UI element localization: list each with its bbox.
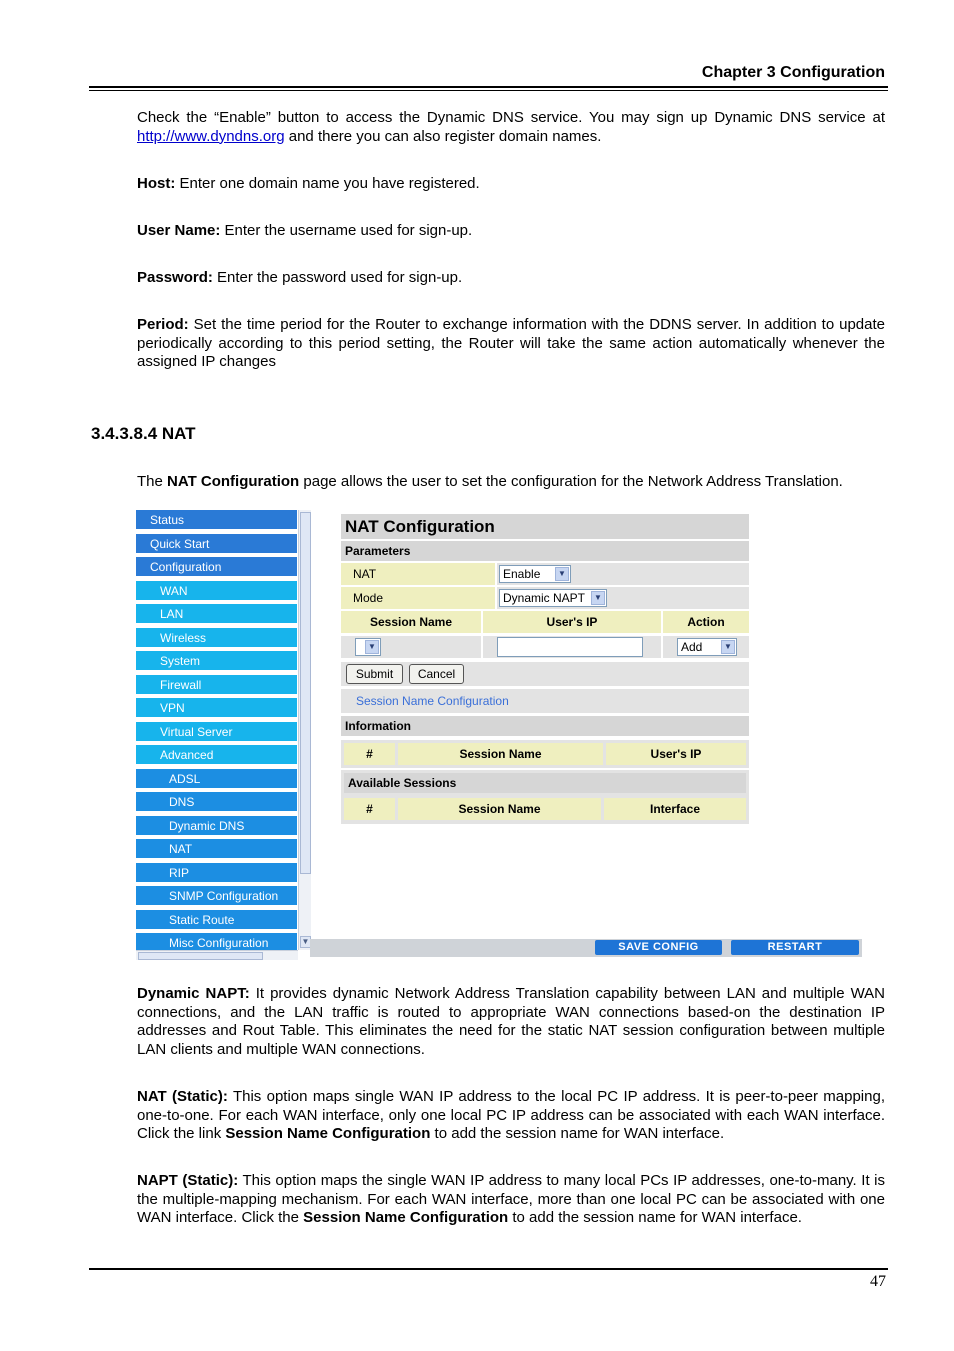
footer-rule bbox=[89, 1268, 888, 1270]
action-select[interactable] bbox=[677, 638, 737, 656]
information-header: Information bbox=[341, 716, 749, 736]
mode-term: NAT (Static): bbox=[137, 1088, 228, 1105]
mode-text: It provides dynamic Network Address Translation capability between LAN and multiple WAN connections, and the LAN traffic is routed to appropriate WAN connections based-on the destination IP addresses and Rout Table. This eliminates the need for the static NAT session configuration between multiple LAN clients and multiple WAN connections. bbox=[137, 985, 886, 1058]
button-row bbox=[341, 662, 749, 686]
mode-term: NAPT (Static): bbox=[137, 1172, 239, 1189]
nat-intro-post: page allows the user to set the configuration for the Network Address Translation. bbox=[299, 473, 843, 490]
mode-select[interactable] bbox=[499, 589, 607, 607]
sidebar-item-misc-configuration[interactable]: Misc Configuration bbox=[136, 933, 297, 950]
mode-text-end: to add the session name for WAN interface. bbox=[508, 1209, 802, 1226]
chevron-down-icon: ▼ bbox=[365, 640, 379, 654]
col-session-name: Session Name bbox=[341, 611, 481, 633]
chevron-down-icon: ▼ bbox=[721, 640, 735, 654]
panel-title: NAT Configuration bbox=[341, 514, 749, 539]
users-ip-input[interactable] bbox=[497, 637, 643, 657]
info-col-num: # bbox=[344, 743, 395, 765]
action-select-value: Add bbox=[681, 640, 703, 654]
def-host bbox=[137, 175, 885, 194]
sidebar-item-snmp-configuration[interactable]: SNMP Configuration bbox=[136, 886, 297, 907]
info-col-session: Session Name bbox=[398, 743, 603, 765]
avail-col-num: # bbox=[344, 798, 395, 820]
mode-value-cell bbox=[497, 587, 749, 609]
sidebar-vertical-scrollbar[interactable] bbox=[298, 510, 311, 950]
sidebar-item-status[interactable]: Status bbox=[136, 510, 297, 531]
info-col-ip: User's IP bbox=[606, 743, 746, 765]
def-password bbox=[137, 269, 885, 288]
sidebar-item-nat[interactable]: NAT bbox=[136, 839, 297, 860]
nat-intro-bold: NAT Configuration bbox=[167, 473, 300, 490]
mode-bold: Session Name Configuration bbox=[303, 1209, 509, 1226]
nat-screenshot bbox=[136, 510, 862, 960]
avail-col-interface: Interface bbox=[604, 798, 746, 820]
nat-select-value: Enable bbox=[503, 567, 541, 581]
sidebar-item-static-route[interactable]: Static Route bbox=[136, 910, 297, 931]
sidebar-item-vpn[interactable]: VPN bbox=[136, 698, 297, 719]
chevron-down-icon: ▼ bbox=[591, 591, 605, 605]
sidebar-item-adsl[interactable]: ADSL bbox=[136, 769, 297, 790]
intro-text: Check the “Enable” button to access the Dynamic DNS service. You may sign up Dynamic DNS service at bbox=[137, 109, 885, 126]
col-action: Action bbox=[663, 611, 749, 633]
sidebar-horizontal-scrollbar[interactable] bbox=[136, 950, 298, 960]
mode-text: This option maps single WAN IP address to the local PC IP address. It is peer-to-peer mapping, one-to-one. For each WAN interface, only one local PC IP address can be associated with each WAN interface. Click the link bbox=[137, 1088, 885, 1142]
scroll-thumb[interactable] bbox=[300, 512, 311, 874]
header-rule bbox=[89, 86, 888, 88]
information-table bbox=[341, 740, 749, 768]
def-text: Enter the password used for sign-up. bbox=[212, 269, 463, 286]
def-username bbox=[137, 222, 885, 241]
nat-intro-pre: The bbox=[137, 473, 168, 490]
def-period bbox=[137, 316, 885, 372]
header-rule-thin bbox=[89, 90, 888, 91]
mode-term: Dynamic NAPT: bbox=[137, 985, 250, 1002]
def-term: Host: bbox=[137, 175, 176, 192]
def-term: Period: bbox=[137, 316, 189, 333]
nat-label: NAT bbox=[341, 563, 495, 585]
restart-button[interactable]: RESTART bbox=[731, 940, 859, 955]
session-name-cell bbox=[341, 636, 481, 658]
mode-label: Mode bbox=[341, 587, 495, 609]
ddns-intro-paragraph bbox=[137, 109, 885, 146]
dyndns-link[interactable]: http://www.dyndns.org bbox=[137, 127, 285, 145]
bottom-toolbar bbox=[310, 939, 862, 957]
action-cell bbox=[663, 636, 749, 658]
sidebar-item-quick-start[interactable]: Quick Start bbox=[136, 534, 297, 555]
mode-dynamic-napt bbox=[137, 985, 885, 1059]
nat-intro-paragraph bbox=[137, 473, 885, 492]
chapter-header: Chapter 3 Configuration bbox=[701, 64, 885, 81]
intro-text-end: and there you can also register domain names. bbox=[284, 127, 602, 145]
scroll-down-icon[interactable]: ▼ bbox=[301, 937, 310, 946]
sidebar-item-rip[interactable]: RIP bbox=[136, 863, 297, 884]
sidebar-item-system[interactable]: System bbox=[136, 651, 297, 672]
submit-button[interactable]: Submit bbox=[346, 664, 403, 684]
def-term: Password: bbox=[137, 269, 213, 286]
def-text: Enter the username used for sign-up. bbox=[220, 222, 473, 239]
available-sessions-header: Available Sessions bbox=[344, 773, 746, 793]
nat-config-panel bbox=[341, 514, 749, 824]
hscroll-thumb[interactable] bbox=[138, 952, 263, 960]
sidebar-item-dynamic-dns[interactable]: Dynamic DNS bbox=[136, 816, 297, 837]
cancel-button[interactable]: Cancel bbox=[409, 664, 464, 684]
nat-select[interactable] bbox=[499, 565, 571, 583]
def-term: User Name: bbox=[137, 222, 221, 239]
session-name-select[interactable] bbox=[355, 638, 381, 656]
sidebar-item-wireless[interactable]: Wireless bbox=[136, 628, 297, 649]
available-sessions-table bbox=[341, 770, 749, 824]
avail-col-session: Session Name bbox=[398, 798, 601, 820]
sidebar-item-dns[interactable]: DNS bbox=[136, 792, 297, 813]
col-users-ip: User's IP bbox=[483, 611, 661, 633]
sidebar-item-configuration[interactable]: Configuration bbox=[136, 557, 297, 578]
mode-text: This option maps the single WAN IP address to many local PCs IP addresses, one-to-many. It is the multiple-mapping mechanism. For each WAN interface, more than one local PC can be associated with one WAN interface. Click the bbox=[137, 1172, 885, 1226]
sidebar-item-virtual-server[interactable]: Virtual Server bbox=[136, 722, 297, 743]
sidebar-item-advanced[interactable]: Advanced bbox=[136, 745, 297, 766]
mode-nat-static bbox=[137, 1088, 885, 1144]
mode-napt-static bbox=[137, 1172, 885, 1228]
sidebar-nav bbox=[136, 510, 298, 950]
sidebar-item-firewall[interactable]: Firewall bbox=[136, 675, 297, 696]
parameters-header: Parameters bbox=[341, 541, 749, 561]
sidebar-item-lan[interactable]: LAN bbox=[136, 604, 297, 625]
section-heading: 3.4.3.8.4 NAT bbox=[91, 424, 196, 443]
mode-text-end: to add the session name for WAN interface. bbox=[430, 1125, 725, 1142]
sidebar-item-wan[interactable]: WAN bbox=[136, 581, 297, 602]
def-text: Set the time period for the Router to exchange information with the DDNS server. In addition to update periodically according to this period setting, the Router will take the same action automatically whenever the assigned IP changes bbox=[137, 316, 885, 370]
mode-select-value: Dynamic NAPT bbox=[503, 591, 586, 605]
save-config-button[interactable]: SAVE CONFIG bbox=[595, 940, 722, 955]
session-name-config-link[interactable]: Session Name Configuration bbox=[341, 689, 749, 713]
def-text: Enter one domain name you have registered. bbox=[175, 175, 480, 192]
chevron-down-icon: ▼ bbox=[555, 567, 569, 581]
mode-bold: Session Name Configuration bbox=[225, 1125, 431, 1142]
users-ip-cell bbox=[483, 636, 661, 658]
nat-value-cell bbox=[497, 563, 749, 585]
page-number: 47 bbox=[870, 1273, 886, 1290]
